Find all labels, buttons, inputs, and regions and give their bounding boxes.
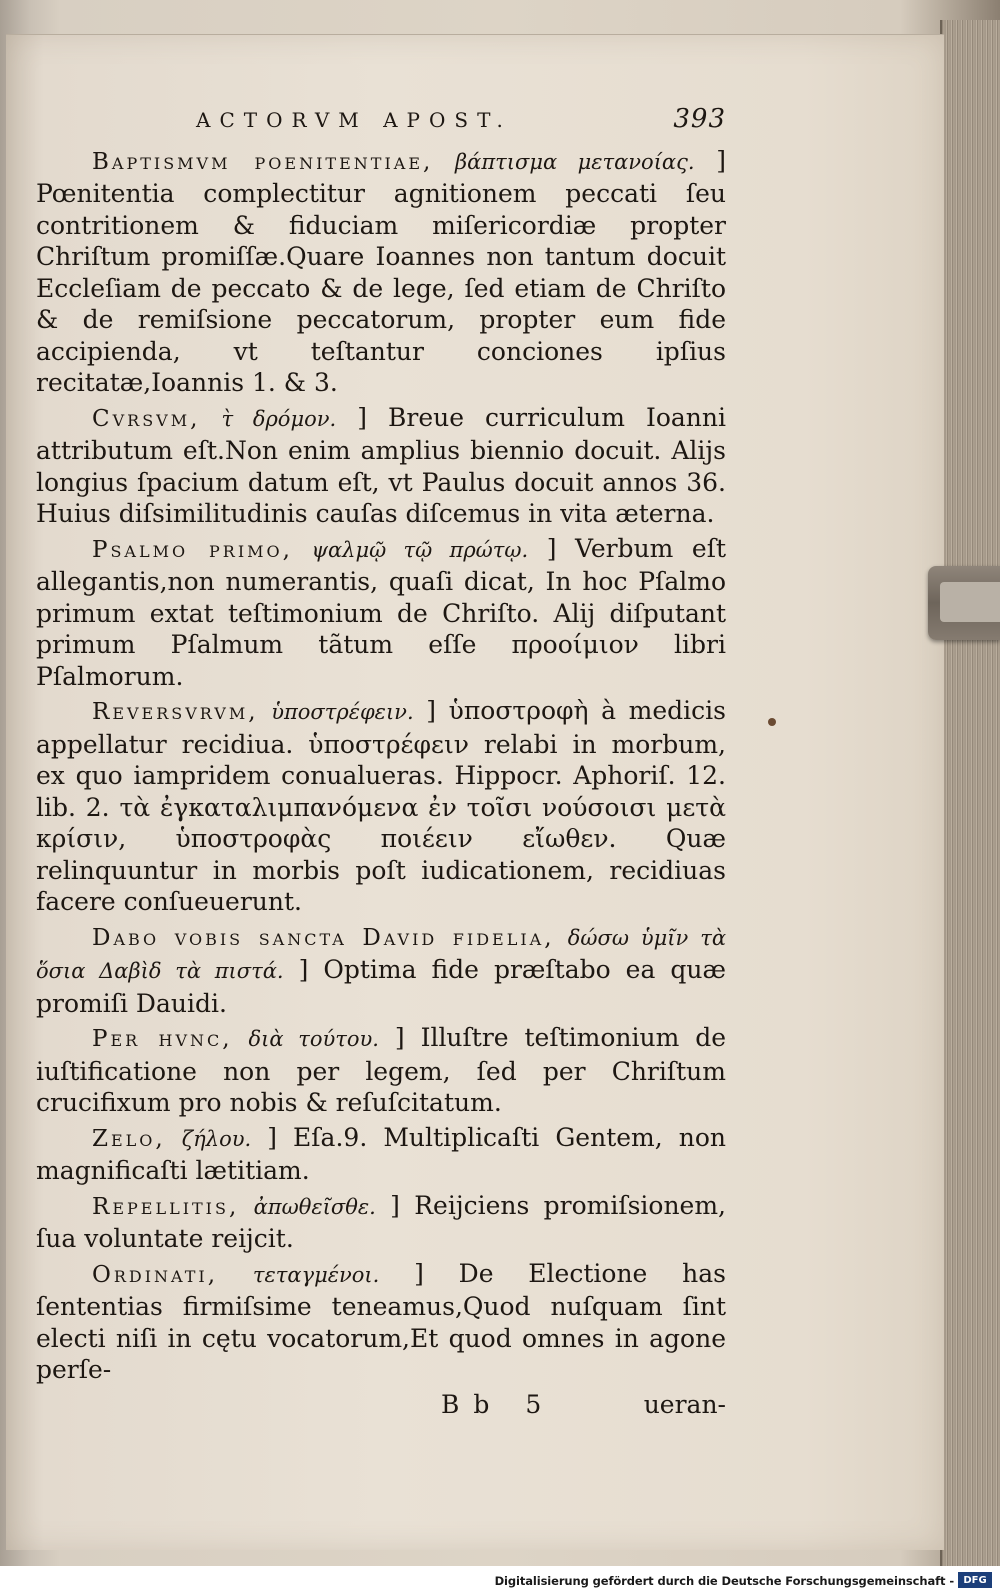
commentary-entry <box>36 1022 726 1119</box>
catchline <box>441 1389 726 1421</box>
entry-lemma: Zelo, <box>92 1125 166 1152</box>
entry-lemma: Repellitis, <box>92 1193 240 1220</box>
commentary-entry <box>36 1122 726 1187</box>
commentary-entry <box>36 533 726 693</box>
entry-greek: δώσω ὑμῖν τὰ ὅσια Δαβὶδ τὰ πιστά. <box>36 925 726 983</box>
running-header <box>196 104 726 137</box>
entry-greek: ὑποστρέφειν. <box>271 700 414 724</box>
entry-text: ] Eſa.9. Multiplicaſti Gentem, non magnificaſti lætitiam. <box>36 1122 727 1185</box>
book-page-edges <box>940 20 1000 1566</box>
entry-greek: ζήλου. <box>181 1126 252 1151</box>
clasp-inner <box>940 582 1000 622</box>
folio-number: 393 <box>673 104 726 134</box>
entry-text: ] Verbum eſt allegantis,non numerantis, quaſi dicat, In hoc Pſalmo primum extat teſtimonium de Chriſto. Alij diſputant primum Pſalmum tãtum eſſe προοίμιον libri Pſalmorum. <box>36 533 727 691</box>
book-clasp <box>928 566 1000 640</box>
signature-mark: Bb 5 <box>441 1389 556 1419</box>
commentary-entry <box>36 1258 726 1386</box>
entry-greek: ψαλμῷ τῷ πρώτῳ. <box>311 537 529 562</box>
entry-text: ] Optima fide præſtabo ea quæ promiſi Dauidi. <box>36 955 726 1018</box>
entry-greek: βάπτισμα μετανοίας. <box>455 149 695 174</box>
entry-text: ] De Electione has ſententias firmiſsime teneamus,Quod nuſquam ſint electi niſi in cętu vocatorum,Et quod omnes in agone perſe- <box>36 1258 726 1384</box>
digitization-footer <box>0 1566 1000 1596</box>
running-title: ACTORVM APOST. <box>196 108 512 132</box>
entry-lemma: Cvrsvm, <box>92 405 201 432</box>
entry-greek: ἀπωθεῖσθε. <box>253 1194 376 1219</box>
entry-text: ] Reijciens promiſsionem, ſua voluntate reijcit. <box>36 1190 726 1253</box>
entry-lemma: Baptismvm poenitentiae, <box>92 148 434 175</box>
ink-spot <box>768 718 776 726</box>
funding-credit: Digitalisierung gefördert durch die Deutsche Forschungsgemeinschaft - <box>494 1574 954 1588</box>
commentary-entry <box>36 402 726 530</box>
entry-greek: τ̀ δρόμον. <box>221 406 337 431</box>
entry-lemma: Reversvrvm, <box>92 699 259 725</box>
entry-text: ] Illuſtre teſtimonium de iuſtificatione non per legem, ſed per Chriſtum crucifixum pro nobis & reſuſcitatum. <box>36 1023 727 1117</box>
entry-greek: διὰ τούτου. <box>248 1027 379 1051</box>
entry-lemma: Psalmo primo, <box>92 536 293 563</box>
entry-greek: τεταγμένοι. <box>252 1262 380 1287</box>
commentary-entry <box>36 921 726 1020</box>
page-text <box>36 104 726 1420</box>
dfg-logo[interactable]: DFG <box>958 1572 992 1588</box>
entry-text: ] ὑποστροφὴ à medicis appellatur recidiua. ὑποστρέφειν relabi in morbum, ex quo iampridem conualueras. Hippocr. Aphoriſ. 12. lib. 2. τὰ ἐγκαταλιμπανόμενα ἐν τοῖσι νούσοισι μετὰ κρίσιν, ὑποστροφὰς ποιέειν εἴωθεν. Quæ relinquuntur in morbis poſt iudicationem, recidiuas facere conſueuerunt. <box>36 696 727 916</box>
commentary-entry <box>36 695 726 918</box>
catchword: ueran- <box>643 1389 726 1419</box>
entry-text: ] Breue curriculum Ioanni attributum eſt.Non enim amplius biennio docuit. Alijs longius ſpacium datum eſt, vt Paulus docuit annos 36. Huius diſsimilitudinis cauſas diſcemus in vita æterna. <box>36 402 726 528</box>
entry-lemma: Per hvnc, <box>92 1026 233 1052</box>
entry-lemma: Ordinati, <box>92 1261 219 1288</box>
commentary-entry <box>36 145 726 399</box>
entry-text: ] Pœnitentia complectitur agnitionem peccati ſeu contritionem & fiduciam miſericordiæ propter Chriſtum promiſſæ.Quare Ioannes non tantum docuit Eccleſiam de peccato & de lege, ſed etiam de Chriſto & de remiſsione peccatorum, propter eum fide accipienda, vt teſtantur conciones ipſius recitatæ,Ioannis 1. & 3. <box>36 145 726 397</box>
entry-lemma: Dabo vobis sancta David fidelia, <box>92 924 555 951</box>
commentary-entry <box>36 1190 726 1255</box>
